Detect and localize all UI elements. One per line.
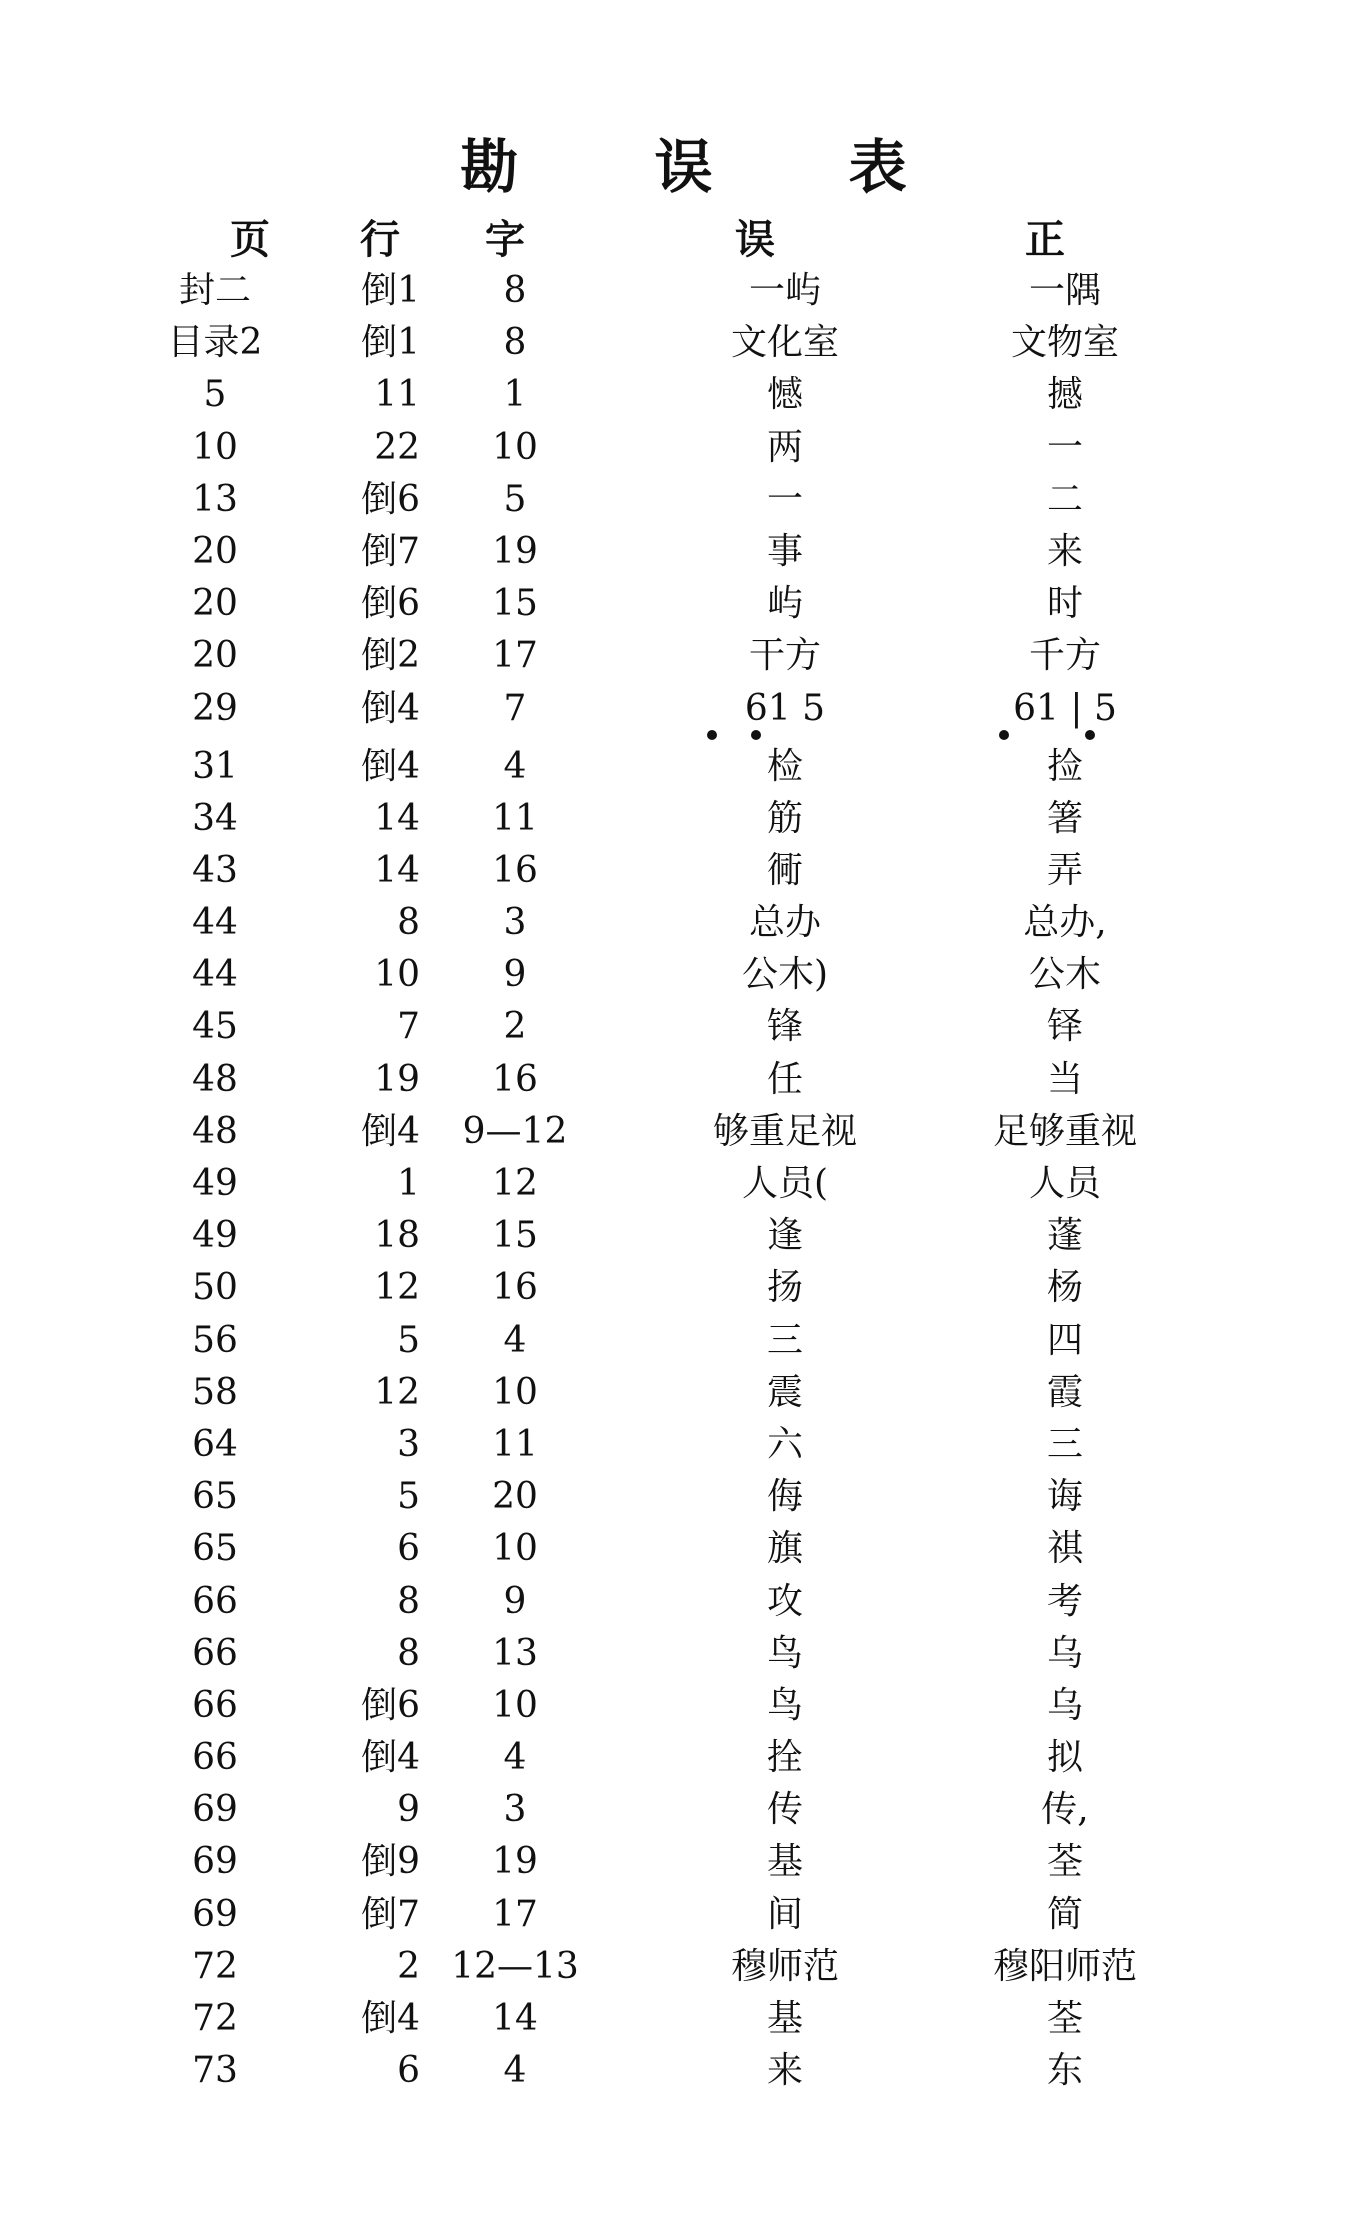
row-wrong: 够重足视: [712, 1110, 857, 1152]
row-page: 65: [192, 1476, 238, 1518]
row-correct: 撼: [1046, 374, 1083, 416]
row-char: 16: [492, 1267, 538, 1309]
table-row: [0, 317, 1367, 369]
row-page: 封二: [178, 270, 251, 311]
row-char: 16: [492, 1058, 538, 1100]
row-char: 10: [492, 426, 538, 468]
row-correct: 总办,: [1023, 902, 1107, 944]
row-char: 9—12: [462, 1110, 568, 1152]
row-line: 8: [397, 1580, 420, 1622]
row-char: 11: [492, 1423, 538, 1465]
row-wrong: 震: [766, 1371, 803, 1413]
row-wrong: 基: [766, 1998, 803, 2039]
row-page: 29: [192, 687, 238, 729]
row-line: 倒2: [361, 635, 420, 677]
row-line: 14: [374, 849, 420, 891]
row-page: 69: [192, 1789, 238, 1831]
table-row: [0, 526, 1367, 578]
row-page: 66: [192, 1737, 238, 1779]
row-correct: 祺: [1046, 1528, 1083, 1570]
table-row: [0, 1315, 1367, 1367]
row-wrong: 拴: [766, 1737, 803, 1779]
row-char: 15: [492, 583, 538, 625]
row-wrong: 检: [766, 745, 803, 787]
row-char: 16: [492, 849, 538, 891]
row-correct: 文物室: [1010, 322, 1119, 364]
table-row: [0, 1106, 1367, 1158]
row-page: 69: [192, 1841, 238, 1883]
row-correct: 考: [1046, 1580, 1083, 1622]
row-line: 倒1: [361, 270, 420, 311]
table-row: [0, 1628, 1367, 1680]
row-correct: 足够重视: [992, 1110, 1137, 1152]
row-char: 10: [492, 1371, 538, 1413]
row-page: 44: [192, 902, 238, 944]
row-line: 5: [397, 1319, 420, 1361]
row-page: 31: [192, 745, 238, 787]
row-page: 49: [192, 1215, 238, 1257]
row-line: 12: [374, 1267, 420, 1309]
row-page: 10: [192, 426, 238, 468]
row-line: 19: [374, 1058, 420, 1100]
notation-dot: [751, 730, 761, 740]
table-row: [0, 630, 1367, 682]
row-wrong: 干方: [748, 635, 821, 677]
header-char: 字: [485, 217, 525, 263]
row-char: 12—13: [451, 1945, 579, 1987]
row-line: 22: [374, 426, 420, 468]
row-correct: 公木: [1028, 954, 1101, 996]
page-title: 勘 误 表: [460, 133, 965, 201]
row-wrong: 三: [766, 1319, 803, 1361]
table-row: [0, 474, 1367, 526]
row-wrong: 传: [766, 1789, 803, 1831]
header-correct: 正: [1025, 217, 1065, 263]
row-correct: 二: [1046, 478, 1083, 520]
row-line: 14: [374, 797, 420, 839]
row-char: 9: [503, 954, 527, 996]
row-correct: 穆阳师范: [992, 1945, 1137, 1987]
row-wrong: 事: [766, 530, 803, 572]
row-page: 5: [203, 374, 227, 416]
row-correct: 来: [1046, 530, 1083, 572]
row-char: 19: [492, 530, 538, 572]
row-char: 17: [492, 1893, 538, 1935]
row-line: 倒4: [361, 687, 420, 729]
row-line: 11: [374, 374, 420, 416]
row-line: 倒4: [361, 745, 420, 787]
row-line: 倒6: [361, 1684, 420, 1726]
row-correct: 蓬: [1046, 1215, 1083, 1257]
table-row: [0, 422, 1367, 474]
row-wrong: 鸟: [766, 1684, 803, 1726]
row-correct: 乌: [1046, 1632, 1083, 1674]
row-correct: 拟: [1046, 1737, 1083, 1779]
row-char: 4: [503, 1737, 527, 1779]
row-wrong: 侮: [766, 1476, 803, 1518]
row-page: 66: [192, 1580, 238, 1622]
row-char: 12: [492, 1163, 538, 1204]
table-row: [0, 1419, 1367, 1471]
row-char: 10: [492, 1528, 538, 1570]
row-line: 7: [397, 1006, 420, 1048]
notation-dot: [1085, 730, 1095, 740]
row-correct: 荃: [1046, 1841, 1083, 1883]
row-char: 1: [503, 374, 527, 416]
row-correct: 四: [1046, 1319, 1083, 1361]
row-wrong: 锋: [766, 1006, 803, 1048]
row-page: 72: [192, 1945, 238, 1987]
row-char: 4: [503, 1319, 527, 1361]
row-page: 72: [192, 1998, 238, 2039]
table-row: [0, 1732, 1367, 1784]
row-line: 6: [397, 2050, 420, 2092]
row-line: 18: [374, 1215, 420, 1257]
row-correct: 传,: [1041, 1789, 1089, 1831]
row-line: 1: [397, 1163, 420, 1204]
table-row: [0, 683, 1367, 741]
row-wrong: 攻: [766, 1580, 803, 1622]
row-page: 65: [192, 1528, 238, 1570]
row-wrong: 一: [766, 478, 803, 520]
row-page: 64: [192, 1423, 238, 1465]
row-page: 58: [192, 1371, 238, 1413]
row-char: 11: [492, 797, 538, 839]
row-char: 3: [503, 1789, 527, 1831]
row-char: 7: [503, 687, 527, 729]
row-wrong: 屿: [766, 583, 803, 625]
row-line: 倒4: [361, 1110, 420, 1152]
row-char: 20: [492, 1476, 538, 1518]
row-page: 73: [192, 2050, 238, 2092]
row-correct: 东: [1046, 2050, 1083, 2092]
row-char: 3: [503, 902, 527, 944]
row-page: 48: [192, 1110, 238, 1152]
row-char: 4: [503, 2050, 527, 2092]
row-char: 4: [503, 745, 527, 787]
row-correct: 霞: [1046, 1371, 1083, 1413]
row-correct: 诲: [1046, 1476, 1083, 1518]
row-line: 5: [397, 1476, 420, 1518]
row-correct: 一隅: [1028, 270, 1101, 311]
row-correct: 人员: [1028, 1163, 1101, 1204]
row-page: 20: [192, 583, 238, 625]
row-correct: 千方: [1028, 635, 1101, 677]
row-page: 43: [192, 849, 238, 891]
row-page: 34: [192, 797, 238, 839]
row-line: 2: [397, 1945, 420, 1987]
row-char: 15: [492, 1215, 538, 1257]
row-page: 69: [192, 1893, 238, 1935]
row-page: 49: [192, 1163, 238, 1204]
table-row: [0, 1367, 1367, 1419]
row-char: 2: [503, 1006, 527, 1048]
row-correct: 杨: [1046, 1267, 1083, 1309]
table-row: [0, 1941, 1367, 1993]
table-row: [0, 1158, 1367, 1210]
row-correct: 铎: [1046, 1006, 1083, 1048]
row-wrong: 逢: [766, 1215, 803, 1257]
table-row: [0, 1262, 1367, 1314]
row-wrong: 人员(: [741, 1163, 829, 1204]
table-row: [0, 2045, 1367, 2097]
table-row: [0, 369, 1367, 421]
row-correct: 61 | 5: [1013, 687, 1117, 729]
row-wrong: 筋: [766, 797, 803, 839]
row-wrong: 间: [766, 1893, 803, 1935]
row-line: 6: [397, 1528, 420, 1570]
table-row: [0, 1836, 1367, 1888]
header-wrong: 误: [735, 217, 775, 263]
row-char: 8: [503, 322, 527, 364]
header-page: 页: [230, 217, 270, 263]
row-page: 45: [192, 1006, 238, 1048]
table-row: [0, 1001, 1367, 1053]
row-page: 44: [192, 954, 238, 996]
row-page: 66: [192, 1632, 238, 1674]
row-wrong: 鸟: [766, 1632, 803, 1674]
row-line: 12: [374, 1371, 420, 1413]
table-row: [0, 1993, 1367, 2045]
row-correct: 乌: [1046, 1684, 1083, 1726]
table-row: [0, 578, 1367, 630]
row-char: 17: [492, 635, 538, 677]
row-line: 10: [374, 954, 420, 996]
errata-table: [0, 265, 1367, 2097]
table-row: [0, 1784, 1367, 1836]
row-line: 倒1: [361, 322, 420, 364]
table-row: [0, 845, 1367, 897]
table-row: [0, 793, 1367, 845]
row-char: 19: [492, 1841, 538, 1883]
row-wrong: 扬: [766, 1267, 803, 1309]
table-row: [0, 1889, 1367, 1941]
row-char: 8: [503, 270, 527, 311]
row-correct: 捡: [1046, 745, 1083, 787]
table-row: [0, 1576, 1367, 1628]
row-line: 8: [397, 902, 420, 944]
row-wrong: 61 5: [744, 687, 826, 729]
row-wrong: 基: [766, 1841, 803, 1883]
row-wrong: 穆师范: [730, 1945, 839, 1987]
row-line: 倒6: [361, 478, 420, 520]
table-row: [0, 1523, 1367, 1575]
table-row: [0, 897, 1367, 949]
table-row: [0, 1054, 1367, 1106]
row-correct: 弄: [1046, 849, 1083, 891]
row-wrong: 一屿: [748, 270, 821, 311]
row-page: 50: [192, 1267, 238, 1309]
row-line: 倒7: [361, 1893, 420, 1935]
row-line: 9: [397, 1789, 420, 1831]
row-line: 8: [397, 1632, 420, 1674]
row-correct: 荃: [1046, 1998, 1083, 2039]
table-row: [0, 1680, 1367, 1732]
row-page: 13: [192, 478, 238, 520]
row-wrong: 总办: [748, 902, 821, 944]
row-correct: 简: [1046, 1893, 1083, 1935]
row-wrong: 衕: [766, 849, 803, 891]
row-correct: 时: [1046, 583, 1083, 625]
row-correct: 当: [1046, 1058, 1083, 1100]
row-wrong: 六: [766, 1423, 803, 1465]
row-wrong: 来: [766, 2050, 803, 2092]
table-row: [0, 741, 1367, 793]
row-line: 倒7: [361, 530, 420, 572]
row-correct: 三: [1046, 1423, 1083, 1465]
row-char: 9: [503, 1580, 527, 1622]
row-char: 5: [503, 478, 527, 520]
row-page: 目录2: [167, 322, 263, 364]
notation-dot: [707, 730, 717, 740]
row-line: 倒4: [361, 1998, 420, 2039]
row-page: 56: [192, 1319, 238, 1361]
row-line: 倒6: [361, 583, 420, 625]
header-line: 行: [360, 217, 400, 263]
row-line: 3: [397, 1423, 420, 1465]
row-wrong: 文化室: [730, 322, 839, 364]
row-line: 倒9: [361, 1841, 420, 1883]
row-char: 14: [492, 1998, 538, 2039]
row-char: 10: [492, 1684, 538, 1726]
row-page: 66: [192, 1684, 238, 1726]
row-wrong: 公木): [741, 954, 829, 996]
row-wrong: 两: [766, 426, 803, 468]
row-wrong: 任: [766, 1058, 803, 1100]
row-line: 倒4: [361, 1737, 420, 1779]
table-row: [0, 265, 1367, 317]
row-correct: 箸: [1046, 797, 1083, 839]
table-row: [0, 949, 1367, 1001]
row-wrong: 旗: [766, 1528, 803, 1570]
notation-dot: [999, 730, 1009, 740]
table-row: [0, 1210, 1367, 1262]
row-page: 20: [192, 635, 238, 677]
row-correct: 一: [1046, 426, 1083, 468]
row-char: 13: [492, 1632, 538, 1674]
row-page: 48: [192, 1058, 238, 1100]
row-wrong: 憾: [766, 374, 803, 416]
row-page: 20: [192, 530, 238, 572]
table-row: [0, 1471, 1367, 1523]
